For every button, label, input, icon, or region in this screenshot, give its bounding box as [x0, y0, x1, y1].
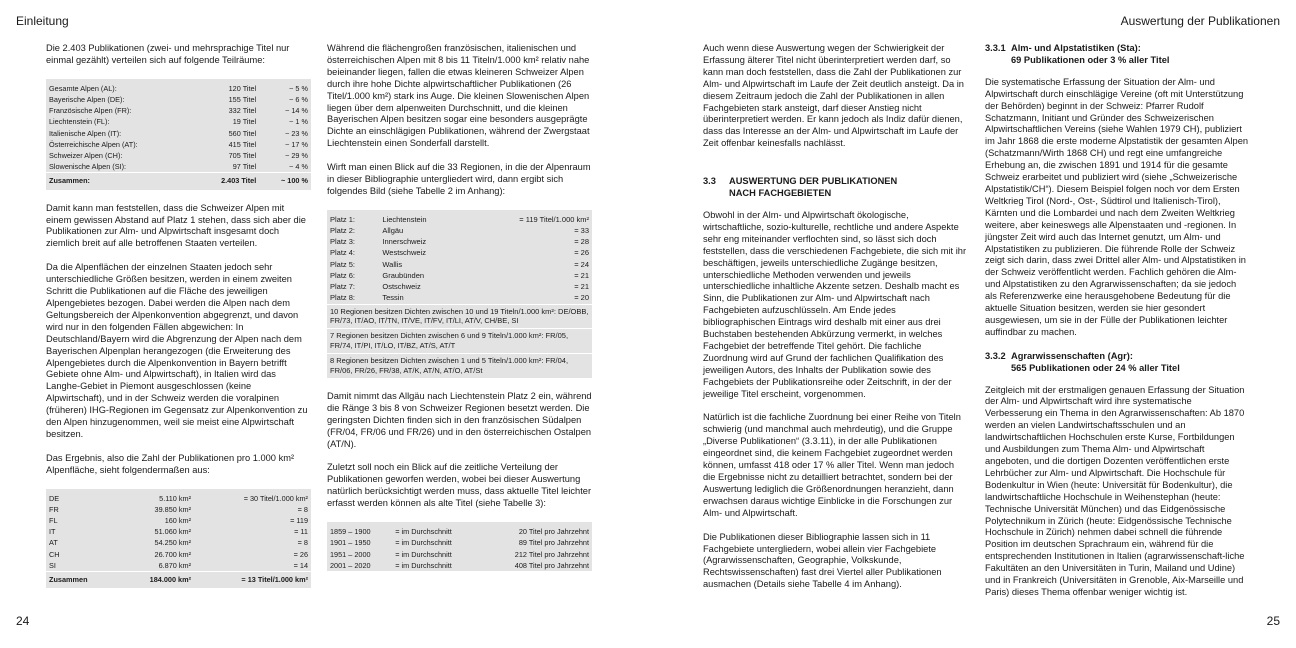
average-label: = im Durchschnitt: [395, 560, 452, 570]
ranking-note: 10 Regionen besitzen Dichten zwischen 10 und 19 Titeln/1.000 km²: DE/OBB, FR/73, IT/AO, IT/TN, IT/VE, IT/FV, IT/LI, AT/V, CH/BE, SI: [327, 304, 592, 329]
region-name: Ostschweiz: [382, 282, 421, 292]
region-name: Liechtenstein: [382, 214, 427, 224]
table-row: [327, 281, 592, 292]
table-row: [46, 526, 311, 537]
region-name: Slowenische Alpen (SI):: [49, 162, 127, 172]
table-row: [46, 560, 311, 572]
density-value: = 119 Titel/1.000 km²: [519, 214, 589, 224]
paragraph: Da die Alpenflächen der einzelnen Staaten jedoch sehr unterschiedliche Größen besitzen, werden in einem zweiten Schritt die Publikationen auf die Fläche des jeweiligen Alpengebietes bezogen. Dabei werden die Alpen nach dem Geltungsbereich der Alpenkonvention abgegrenzt, und davon wird nur in den folgenden Fällen abgewichen: In Deutschland/Bayern wird die Abgrenzung der Alpen nach dem Bayerischen Alpenplan herangezogen (die Erweiterung des Alpengebietes durch die Alpenkonvention in Bayern betrifft Gebiete ohne Alm- und Alpwirtschaft), in Italien wird das Langhe-Gebiet in Piemont ausgeschlossen (keine Alpwirtschaft), und in der Schweiz werden die voralpinen (früheren) IHG-Regionen im Gegensatz zur Alpenkonvention zu den Alpen hinzugenommen, weil sie meist eine Alpwirtschaft besitzen.: [46, 262, 308, 439]
table-row: [46, 105, 311, 116]
density-value: = 26: [574, 248, 589, 258]
ranking-note: 8 Regionen besitzen Dichten zwischen 1 und 5 Titeln/1.000 km²: FR/04, FR/06, FR/26, FR/38, AT/K, AT/N, AT/O, AT/St: [327, 354, 592, 378]
rank-label: Platz 5:: [330, 259, 356, 269]
paragraph: Wirft man einen Blick auf die 33 Regionen, in die der Alpenraum in dieser Bibliographie untergliedert wird, dann ergibt sich folgendes Bild (siehe Tabelle 2 im Anhang):: [327, 162, 591, 196]
country-code: SI: [49, 560, 56, 570]
share-value: ~ 29 %: [285, 151, 308, 161]
period-label: 1901 – 1950: [330, 538, 371, 548]
share-value: ~ 6 %: [289, 95, 308, 105]
rank-label: Platz 7:: [330, 282, 356, 292]
table-row: [327, 270, 592, 281]
period-label: 1859 – 1900: [330, 527, 371, 537]
paragraph: Obwohl in der Alm- und Alpwirtschaft ökologische, wirtschaftliche, sozio-kulturelle, rechtliche und andere Aspekte sehr eng miteinander verflochten sind, so lässt sich doch feststellen, dass die verschiedenen Fachgebiete, die sich mit ihr beschäftigen, jeweils unterschiedliche Zugänge besitzen, unterschiedliche Methoden verwenden und jeweils unterschiedliche inhaltliche Akzente setzen. Deshalb macht es Sinn, die Publikationen zur Alm- und Alpwirtschaft nach Fachgebieten aufzuschlüsseln. Am Ende jedes bibliographischen Eintrags wird deshalb mit einer aus drei Buchstaben bestehenden Abkürzung vermerkt, in welches Fachgebiet der betreffende Titel gehört. Die fachliche Zuordnung wird auf Grund der fachlichen Qualifikation des jeweiligen Autors, des Inhalts der Publikation sowie des Fachgebiets der Publikationsreihe oder Zeitschrift, in der der jeweilige Titel erscheint, vorgenommen.: [703, 209, 967, 399]
period-value: 212 Titel pro Jahrzehnt: [514, 549, 589, 559]
period-label: 2001 – 2020: [330, 560, 371, 570]
average-label: = im Durchschnitt: [395, 527, 452, 537]
density-value: = 11: [294, 527, 308, 537]
column-4: [985, 43, 1250, 611]
period-value: 20 Titel pro Jahrzehnt: [518, 527, 589, 537]
section-title-line1: AUSWERTUNG DER PUBLIKATIONEN: [729, 176, 898, 187]
running-head-right: Auswertung der Publikationen: [1120, 14, 1280, 28]
density-value: = 26: [293, 549, 308, 559]
share-value: ~ 14 %: [285, 106, 308, 116]
density-value: = 24: [574, 259, 589, 269]
rank-label: Platz 2:: [330, 226, 356, 236]
running-head-left: Einleitung: [16, 14, 69, 28]
section-title-line1: Agrarwissenschaften (Agr):: [1011, 350, 1133, 361]
density-value: = 28: [574, 237, 589, 247]
table-row: [46, 549, 311, 560]
table-row: [327, 560, 592, 571]
table-sum-row: [46, 572, 311, 589]
section-title-line2: 565 Publikationen oder 24 % aller Titel: [1011, 362, 1180, 373]
rank-label: Platz 3:: [330, 237, 356, 247]
country-code: CH: [49, 549, 60, 559]
table-row: [327, 225, 592, 236]
table-row: [46, 150, 311, 161]
region-name: Bayerische Alpen (DE):: [49, 95, 125, 105]
region-name: Liechtenstein (FL):: [49, 117, 110, 127]
regions-table: [46, 79, 311, 190]
table-row: [327, 549, 592, 560]
ranking-table: [327, 210, 592, 378]
density-value: = 8: [297, 538, 308, 548]
periods-table: [327, 522, 592, 571]
table-row: [46, 537, 311, 548]
section-heading-3-3-2: [985, 351, 1250, 375]
paragraph: Die Publikationen dieser Bibliographie lassen sich in 11 Fachgebiete untergliedern, wobei allein vier Fachgebiete (Agrarwissenschaften, Geographie, Volkskunde, Rechtswissenschaften) fast drei Viertel aller Publikationen ausmachen (Details siehe Tabelle 4 im Anhang).: [703, 531, 942, 590]
density-value: = 21: [574, 270, 589, 280]
area-value: 160 km²: [164, 516, 192, 526]
section-title-line2: NACH FACHGEBIETEN: [729, 188, 832, 199]
share-value: ~ 100 %: [259, 173, 311, 190]
table-row: [327, 247, 592, 258]
title-count: 2.403 Titel: [195, 173, 260, 190]
title-count: 705 Titel: [228, 151, 257, 161]
country-code: IT: [49, 527, 56, 537]
density-value: = 30 Titel/1.000 km²: [243, 493, 308, 503]
share-value: ~ 4 %: [289, 162, 308, 172]
density-value: = 21: [574, 282, 589, 292]
region-name: Gesamte Alpen (AL):: [49, 83, 117, 93]
region-name: Schweizer Alpen (CH):: [49, 151, 123, 161]
density-value: = 119: [290, 516, 308, 526]
rank-label: Platz 6:: [330, 270, 356, 280]
region-name: Tessin: [382, 293, 404, 303]
table-note-row: [327, 354, 592, 378]
paragraph: Das Ergebnis, also die Zahl der Publikationen pro 1.000 km² Alpenfläche, sieht folgendermaßen aus:: [46, 452, 295, 475]
paragraph: Zeitgleich mit der erstmaligen genauen Erfassung der Situation der Alm- und Alpwirtschaft wird ihre systematische Verbesserung ein Thema in den Agrarwissenschaften: Ab 1870 werden an vielen Landwirtschaftsschulen und an landwirtschaftlichen Hochschulen erste Kurse, Fortbildungen und Ausbildungen zum Thema Alm- und Alpwirtschaft angeboten, und die dortigen Dozenten veröffentlichen erste Lehrbücher zur Alm- und Alpwirtschaft. Die Hochschule für Bodenkultur in Wien (heute: Universität für Bodenkultur), die landwirtschaftliche Hochschule in Weihenstephan (heute: Technische Universität München) und das Eidgenössische Polytechnikum in Zürich (heute: Eidgenössische Technische Hochschule in Zürich) nehmen dabei schnell die führende Position im deutschen Sprachraum ein, während für die entsprechenden Institutionen in Italien (agrarwissenschaft-liche Fakultäten an den Universitäten in Turin, Mailand und Udine) und in Frankreich (Universitäten in Grenoble, Aix-Marseille und Paris) dieses Thema offenbar weniger wichtig ist.: [985, 384, 1245, 597]
area-value: 26.700 km²: [154, 549, 192, 559]
column-3: [703, 43, 968, 603]
region-name: Italienische Alpen (IT):: [49, 128, 122, 138]
density-value: = 14: [293, 560, 308, 570]
table-row: [46, 489, 311, 504]
column-2: [327, 43, 592, 584]
density-table: [46, 489, 311, 589]
period-label: 1951 – 2000: [330, 549, 371, 559]
title-count: 120 Titel: [228, 83, 257, 93]
area-value: 5.110 km²: [159, 493, 192, 503]
region-name: Französische Alpen (FR):: [49, 106, 132, 116]
country-code: Zusammen: [46, 572, 118, 589]
table-row: [327, 259, 592, 270]
section-heading-3-3-1: [985, 43, 1250, 67]
table-row: [46, 139, 311, 150]
paragraph: Die 2.403 Publikationen (zwei- und mehrsprachige Titel nur einmal gezählt) verteilen sich auf folgende Teilräume:: [46, 43, 290, 65]
table-row: [46, 79, 311, 94]
share-value: ~ 23 %: [285, 128, 308, 138]
table-note-row: [327, 304, 592, 329]
table-row: [46, 161, 311, 173]
country-code: DE: [49, 493, 60, 503]
section-number: 3.3.2: [985, 350, 1006, 361]
title-count: 560 Titel: [228, 128, 257, 138]
table-row: [327, 236, 592, 247]
rank-label: Platz 1:: [330, 214, 356, 224]
area-value: 54.250 km²: [154, 538, 192, 548]
table-row: [327, 522, 592, 537]
paragraph: Natürlich ist die fachliche Zuordnung bei einer Reihe von Titeln schwierig (und manchmal auch mehrdeutig), und die Gruppe „Diverse Publikationen“ (3.3.11), in der alle Publikationen eingeordnet sind, die keinem Fachgebiet zugeordnet werden können, umfasst 418 oder 17 % aller Titel. Wenn man jedoch die Ergebnisse nicht zu detailliert betrachtet, sondern bei der Auswertung lediglich die Größenordnungen heranzieht, dann erwachsen daraus wichtige Einblicke in die Forschungen zur Alm- und Alpwirtschaft.: [703, 412, 961, 518]
area-value: 6.870 km²: [158, 560, 192, 570]
paragraph: Während die flächengroßen französischen, italienischen und österreichischen Alpen mit 8 bis 11 Titeln/1.000 km² relativ nahe beieinander liegen, fallen die etwas kleineren Schweizer Alpen durch ihre hohe Dichte alpwirtschaftlicher Publikationen (26 Titel/1.000 km²) stark ins Auge. Die kleinen Slowenischen Alpen liegen über dem alpenweiten Durchschnitt, und die kleinen Bayerischen Alpen besitzen sogar eine besonders ausgeprägte Dichte an einschlägigen Publikationen, während der Zwergstaat Liechtenstein einen Sonderfall darstellt.: [327, 43, 590, 149]
table-row: [46, 504, 311, 515]
title-count: 155 Titel: [228, 95, 257, 105]
paragraph: Zuletzt soll noch ein Blick auf die zeitliche Verteilung der Publikationen geworfen werden, wobei bei dieser Auswertung natürlich berücksichtigt werden muss, dass aktuelle Titel leichter erfasst werden können als alte Titel (siehe Tabelle 3):: [327, 462, 592, 509]
density-value: = 13 Titel/1.000 km²: [194, 572, 311, 589]
rank-label: Platz 4:: [330, 248, 356, 258]
section-number: 3.3.1: [985, 43, 1006, 53]
country-code: FR: [49, 504, 59, 514]
ranking-note: 7 Regionen besitzen Dichten zwischen 6 und 9 Titeln/1.000 km²: FR/05, FR/74, IT/PI, IT/LO, IT/BZ, AT/S, AT/T: [327, 329, 592, 354]
section-title-line1: Alm- und Alpstatistiken (Sta):: [1011, 43, 1141, 53]
region-name: Graubünden: [382, 270, 425, 280]
page-number-right: 25: [1266, 614, 1280, 628]
average-label: = im Durchschnitt: [395, 538, 452, 548]
paragraph: Damit kann man feststellen, dass die Schweizer Alpen mit einem gewissen Abstand auf Platz 1 stehen, dass sich aber die Publikationen zur Alm- und Alpwirtschaft insgesamt doch ziemlich breit auf alle betroffenen Staaten verteilen.: [46, 202, 306, 249]
table-row: [327, 537, 592, 548]
table-row: [327, 292, 592, 304]
density-value: = 33: [574, 226, 589, 236]
density-value: = 20: [574, 293, 589, 303]
density-value: = 8: [297, 504, 308, 514]
paragraph: Die systematische Erfassung der Situation der Alm- und Alpwirtschaft durch einschlägige Vereine (oft mit Unterstützung der Behörden) beginnt in der Schweiz: Pfarrer Rudolf Schatzmann, Initiant und Gründer des Schweizerischen Alpwirtschaftlichen Vereins (siehe Wahlen 1979 CH), publiziert im Jahr 1868 die erste moderne Alpstatistik der gesamten Alpen (Schatzmann/Wirth 1868 CH) und regt eine umfangreiche Erhebung an, die zwischen 1891 und 1914 für die gesamte Schweiz erarbeitet und publiziert wird (siehe „Schweizerische Alpstatistik/CH“). Diesem Beispiel folgen noch vor dem Ersten Weltkrieg Tirol (Nord-, Ost-, Südtirol und Italienisch-Tirol), Kärnten und die Lombardei und nach dem Zweiten Weltkrieg weitere, aber keineswegs alle Alpenstaaten und -regionen. In jüngster Zeit wird auch das Internet genutzt, um Alm- und Alpstatistiken zu publizieren. Die führende Rolle der Schweiz zeigt sich darin, dass zwei Drittel aller Alm- und Alpstatistiken in der Schweiz veröffentlicht werden. Fachlich gehören die Alm- und Alpstatistiken zu den Agrarwissenschaften; da sie jedoch als Referenzwerke eine herausgehobene Bedeutung für die aktuelle Situation besitzen, werden sie hier gesondert ausgewiesen, um sie in der Fülle der Publikationen leichter auffindbar zu machen.: [985, 76, 1249, 337]
table-row: [46, 128, 311, 139]
region-name: Westschweiz: [382, 248, 426, 258]
region-name: Innerschweiz: [382, 237, 427, 247]
table-row: [46, 116, 311, 127]
column-1: [46, 43, 311, 601]
table-row: [46, 94, 311, 105]
table-row: [327, 210, 592, 225]
table-note-row: [327, 329, 592, 354]
region-name: Allgäu: [382, 226, 404, 236]
region-name: Zusammen:: [46, 173, 195, 190]
share-value: ~ 1 %: [289, 117, 308, 127]
area-value: 184.000 km²: [118, 572, 194, 589]
section-heading-3-3: [703, 176, 968, 200]
title-count: 97 Titel: [232, 162, 257, 172]
region-name: Österreichische Alpen (AT):: [49, 139, 138, 149]
rank-label: Platz 8:: [330, 293, 356, 303]
title-count: 332 Titel: [228, 106, 257, 116]
country-code: FL: [49, 516, 58, 526]
period-value: 89 Titel pro Jahrzehnt: [518, 538, 589, 548]
country-code: AT: [49, 538, 58, 548]
section-number: 3.3: [703, 176, 716, 187]
title-count: 415 Titel: [228, 139, 257, 149]
table-row: [46, 515, 311, 526]
share-value: ~ 17 %: [285, 139, 308, 149]
right-page: [648, 0, 1296, 648]
region-name: Wallis: [382, 259, 403, 269]
section-title-line2: 69 Publikationen oder 3 % aller Titel: [1011, 54, 1170, 65]
title-count: 19 Titel: [232, 117, 257, 127]
paragraph: Auch wenn diese Auswertung wegen der Schwierigkeit der Erfassung älterer Titel nicht überinterpretiert werden darf, so kann man doch feststellen, dass die Zahl der Publikationen zur Alm- und Alpwirtschaft im Laufe der Zeit deutlich ansteigt. Da in diesem Zeitraum jedoch die Zahl der Publikationen in allen Fachgebieten stark ansteigt, darf dieser Anstieg nicht überinterpretiert werden. Er kann jedoch als Indiz dafür dienen, dass das Interesse an der Alm- und Alpwirtschaft im Laufe der Zeit offenbar keinesfalls nachlässt.: [703, 43, 964, 149]
period-value: 408 Titel pro Jahrzehnt: [514, 560, 589, 570]
page-number-left: 24: [16, 614, 30, 628]
average-label: = im Durchschnitt: [395, 549, 452, 559]
area-value: 39.850 km²: [154, 504, 192, 514]
area-value: 51.060 km²: [154, 527, 192, 537]
share-value: ~ 5 %: [289, 83, 308, 93]
paragraph: Damit nimmt das Allgäu nach Liechtenstein Platz 2 ein, während die Ränge 3 bis 8 von Schweizer Regionen besetzt werden. Die geringsten Dichten finden sich in den französischen Südalpen (FR/04, FR/06 und FR/26) und in den österreichischen Ostalpen (AT/N).: [327, 390, 592, 449]
table-sum-row: [46, 173, 311, 190]
